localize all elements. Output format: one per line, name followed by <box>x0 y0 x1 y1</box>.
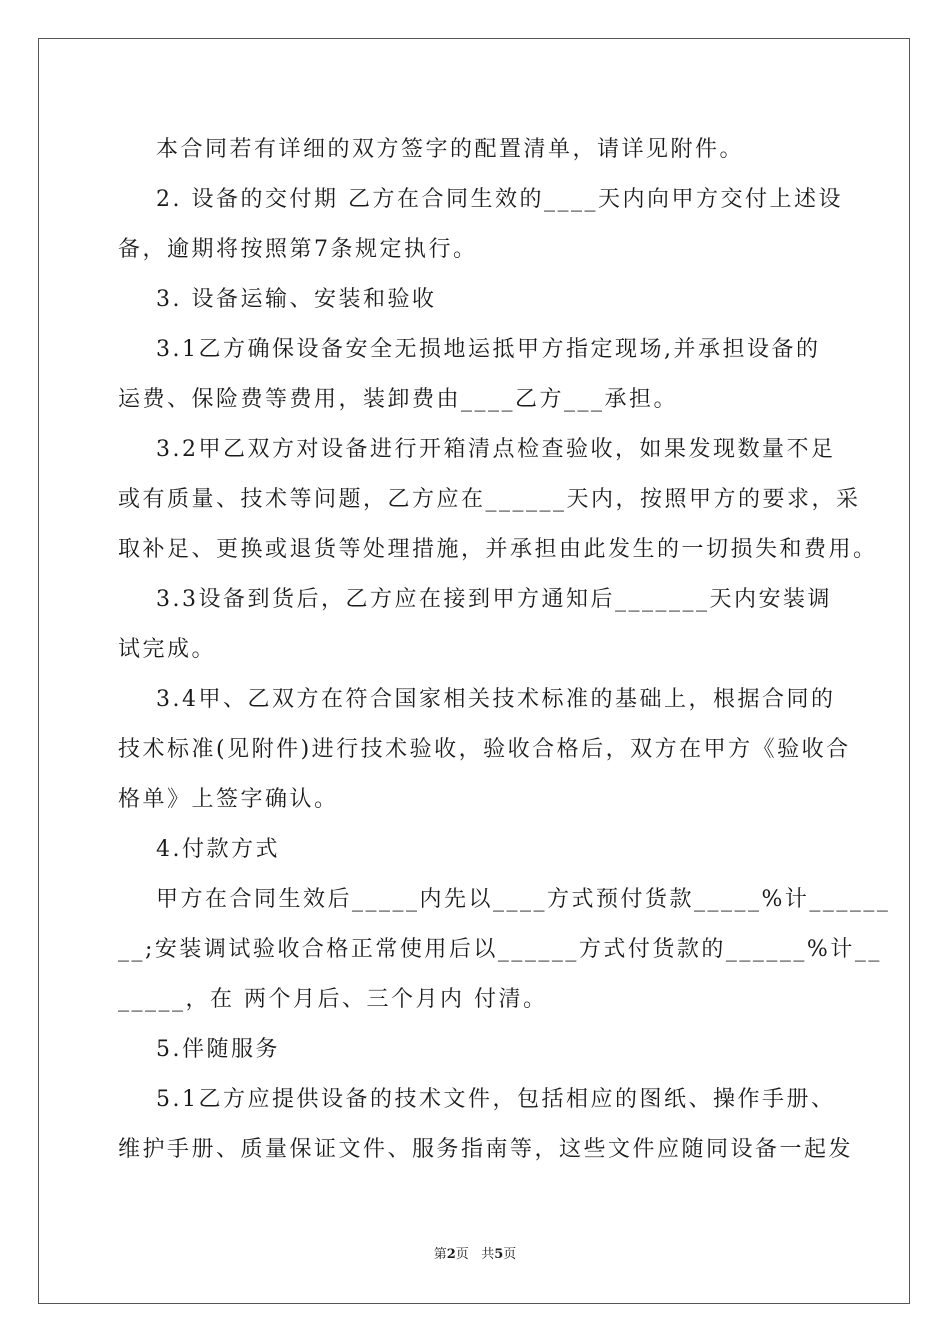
text-line: 本合同若有详细的双方签字的配置清单，请详见附件。 <box>118 137 744 162</box>
total-label-prefix: 共 <box>481 1247 495 1262</box>
page-label-prefix: 第 <box>433 1247 447 1262</box>
text-line: __;安装调试验收合格正常使用后以______方式付货款的______%计__ <box>118 937 882 962</box>
text-line: 运费、保险费等费用，装卸费由____乙方___承担。 <box>118 387 679 412</box>
text-line: 3.4甲、乙双方在符合国家相关技术标准的基础上，根据合同的 <box>118 687 836 712</box>
text-line: 3.3设备到货后，乙方应在接到甲方通知后_______天内安装调 <box>118 587 832 612</box>
section-heading: 5.伴随服务 <box>118 1037 280 1062</box>
page-number-total: 5 <box>494 1247 504 1262</box>
page-footer <box>0 1247 950 1263</box>
page-number-current: 2 <box>446 1247 456 1262</box>
page-label-suffix: 页 <box>455 1247 469 1262</box>
text-line: 试完成。 <box>118 637 217 662</box>
text-line: 或有质量、技术等问题，乙方应在______天内，按照甲方的要求，采 <box>118 487 861 512</box>
text-line: 取补足、更换或退货等处理措施，并承担由此发生的一切损失和费用。 <box>118 537 878 562</box>
text-line: 2. 设备的交付期 乙方在合同生效的____天内向甲方交付上述设 <box>118 187 843 212</box>
text-line: 3.1乙方确保设备安全无损地运抵甲方指定现场,并承担设备的 <box>118 337 821 362</box>
text-line: 维护手册、质量保证文件、服务指南等，这些文件应随同设备一起发 <box>118 1137 854 1162</box>
text-line: _____，在 两个月后、三个月内 付清。 <box>118 987 548 1012</box>
text-line: 3.2甲乙双方对设备进行开箱清点检查验收，如果发现数量不足 <box>118 437 836 462</box>
text-line: 甲方在合同生效后_____内先以____方式预付货款_____%计______ <box>118 887 891 912</box>
total-label-suffix: 页 <box>503 1247 517 1262</box>
text-line: 备，逾期将按照第7条规定执行。 <box>118 237 478 262</box>
section-heading: 4.付款方式 <box>118 837 280 862</box>
text-line: 格单》上签字确认。 <box>118 787 339 812</box>
text-line: 5.1乙方应提供设备的技术文件，包括相应的图纸、操作手册、 <box>118 1087 836 1112</box>
text-line: 技术标准(见附件)进行技术验收，验收合格后，双方在甲方《验收合 <box>118 737 851 762</box>
section-heading: 3. 设备运输、安装和验收 <box>118 287 437 312</box>
